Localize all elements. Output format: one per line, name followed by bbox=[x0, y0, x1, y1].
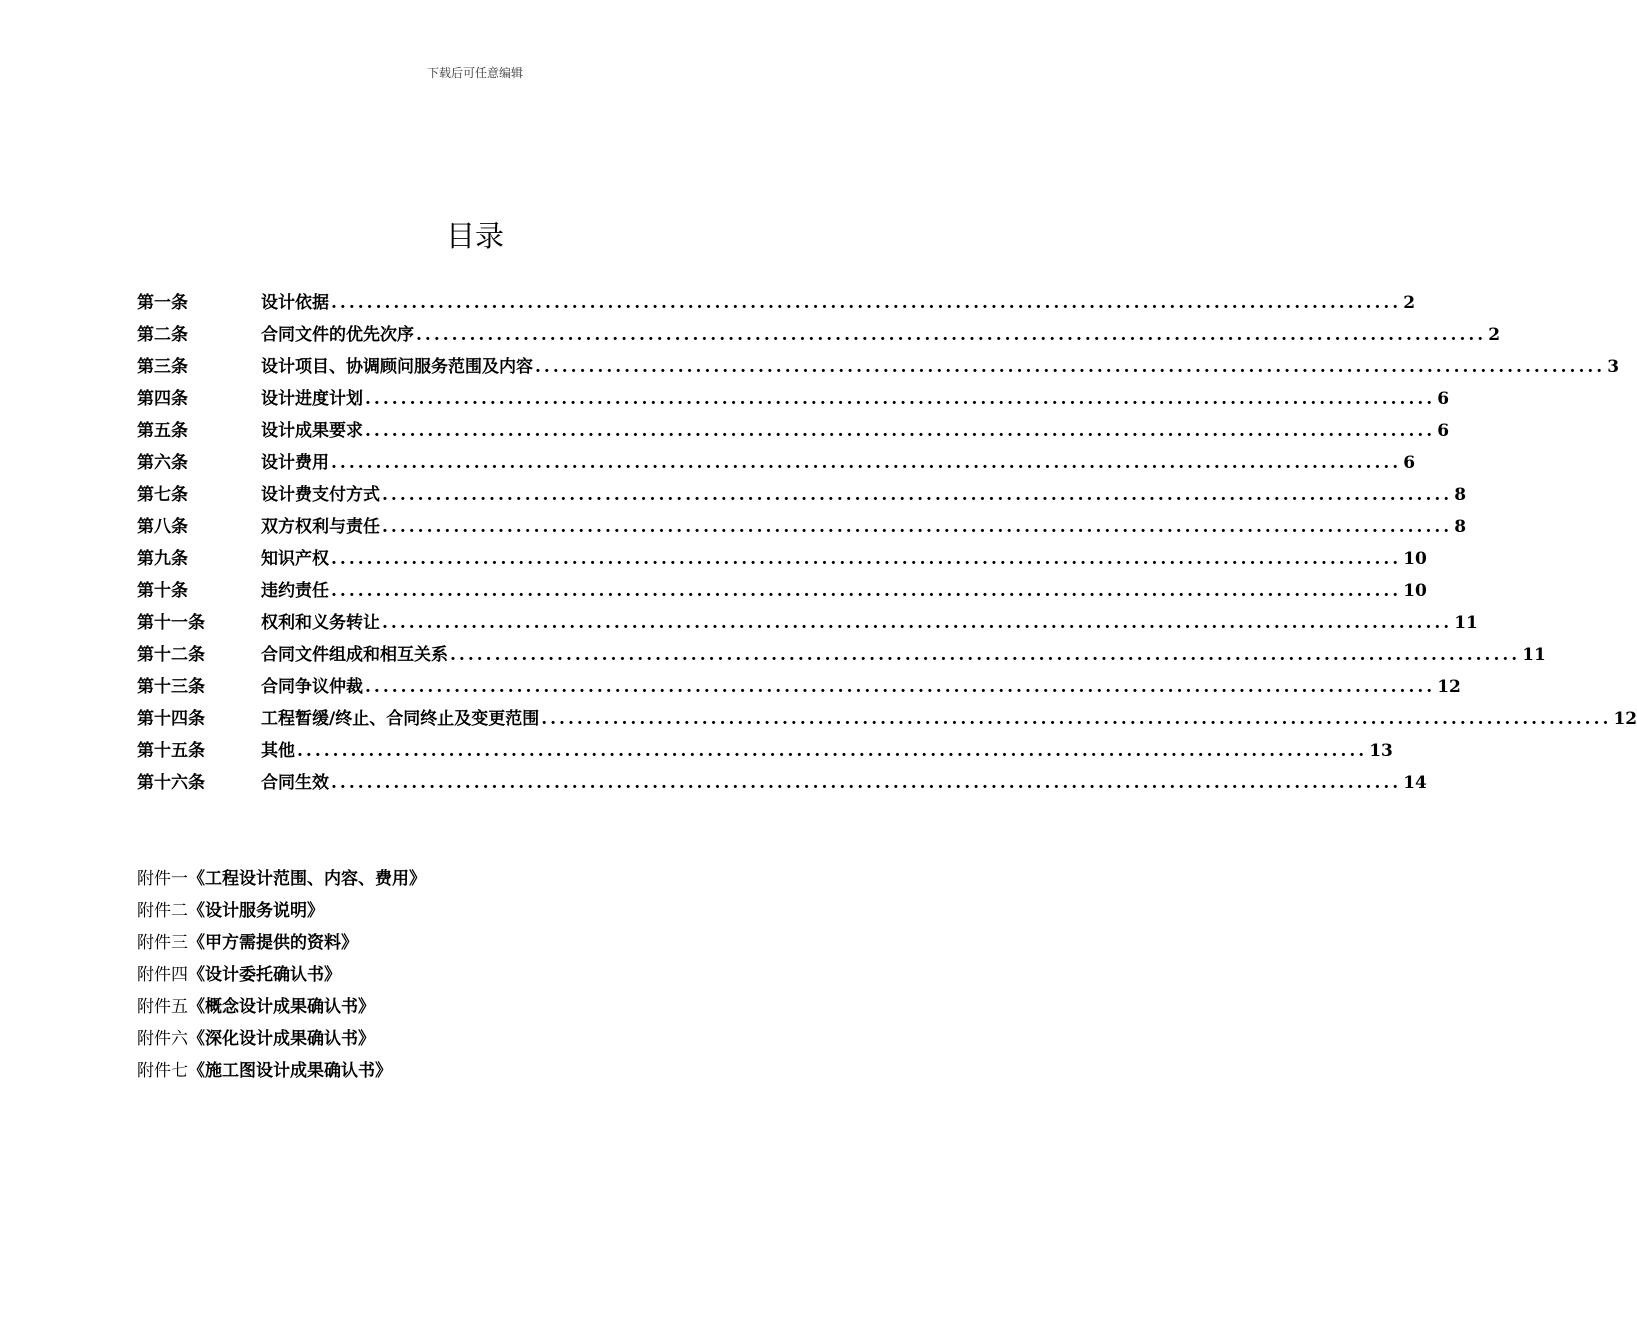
toc-entry[interactable] bbox=[137, 448, 1416, 480]
toc-entry-number: 第十三条 bbox=[137, 677, 205, 697]
toc-entry-page: 11 bbox=[1522, 645, 1546, 665]
toc-leader-dots: ........................................................................................................................ bbox=[382, 485, 1453, 505]
toc-entry-label: 违约责任 bbox=[261, 581, 329, 601]
toc-entry[interactable] bbox=[137, 416, 1450, 448]
appendix-entry[interactable] bbox=[137, 896, 426, 928]
toc-entry-label: 权利和义务转让 bbox=[261, 613, 380, 633]
toc-entry-label: 设计费支付方式 bbox=[261, 485, 380, 505]
toc-entry-label: 合同文件组成和相互关系 bbox=[261, 645, 448, 665]
toc-entry-number: 第十条 bbox=[137, 581, 188, 601]
toc-entry-page: 14 bbox=[1403, 773, 1427, 793]
toc-leader-dots: ........................................................................................................................ bbox=[331, 581, 1402, 601]
toc-entry-label: 其他 bbox=[261, 741, 295, 761]
appendix-prefix: 附件六 bbox=[137, 1029, 188, 1049]
toc-entry-page: 12 bbox=[1613, 709, 1637, 729]
toc-entry-number: 第一条 bbox=[137, 293, 188, 313]
toc-entry-page: 13 bbox=[1369, 741, 1393, 761]
appendix-entry[interactable] bbox=[137, 960, 426, 992]
appendix-title: 《概念设计成果确认书》 bbox=[188, 997, 375, 1017]
toc-entry-label: 设计成果要求 bbox=[261, 421, 363, 441]
toc-entry[interactable] bbox=[137, 576, 1427, 608]
toc-leader-dots: ........................................................................................................................ bbox=[365, 389, 1436, 409]
toc-entry[interactable] bbox=[137, 320, 1501, 352]
toc-entry-number: 第六条 bbox=[137, 453, 188, 473]
appendix-title: 《设计服务说明》 bbox=[188, 901, 324, 921]
toc-entry-page: 2 bbox=[1488, 325, 1501, 345]
toc-entry[interactable] bbox=[137, 384, 1450, 416]
toc-entry-label: 双方权利与责任 bbox=[261, 517, 380, 537]
toc-leader-dots: ........................................................................................................................ bbox=[365, 677, 1436, 697]
appendix-entry[interactable] bbox=[137, 864, 426, 896]
toc-entry[interactable] bbox=[137, 736, 1393, 768]
toc-entry-page: 3 bbox=[1607, 357, 1620, 377]
toc-entry-number: 第四条 bbox=[137, 389, 188, 409]
toc-entry-number: 第五条 bbox=[137, 421, 188, 441]
toc-entry[interactable] bbox=[137, 672, 1461, 704]
toc-entry[interactable] bbox=[137, 608, 1478, 640]
toc-leader-dots: ........................................................................................................................ bbox=[331, 549, 1402, 569]
toc-leader-dots: ........................................................................................................................ bbox=[382, 613, 1453, 633]
appendix-title: 《深化设计成果确认书》 bbox=[188, 1029, 375, 1049]
toc-leader-dots: ........................................................................................................................ bbox=[331, 293, 1402, 313]
toc-entry-number: 第十一条 bbox=[137, 613, 205, 633]
toc-entry-label: 工程暂缓/终止、合同终止及变更范围 bbox=[261, 709, 540, 729]
toc-entry-page: 6 bbox=[1403, 453, 1416, 473]
appendix-entry[interactable] bbox=[137, 1024, 426, 1056]
toc-entry-number: 第十六条 bbox=[137, 773, 205, 793]
toc-entry-page: 11 bbox=[1454, 613, 1478, 633]
toc-entry-label: 合同文件的优先次序 bbox=[261, 325, 414, 345]
toc-entry-number: 第七条 bbox=[137, 485, 188, 505]
toc-entry[interactable] bbox=[137, 768, 1427, 800]
toc-leader-dots: ........................................................................................................................ bbox=[416, 325, 1487, 345]
appendix-title: 《施工图设计成果确认书》 bbox=[188, 1061, 392, 1081]
appendix-prefix: 附件七 bbox=[137, 1061, 188, 1081]
toc-entry-page: 2 bbox=[1403, 293, 1416, 313]
toc-leader-dots: ........................................................................................................................ bbox=[450, 645, 1521, 665]
toc-entry[interactable] bbox=[137, 544, 1427, 576]
toc-entry[interactable] bbox=[137, 288, 1416, 320]
toc-entry-label: 设计依据 bbox=[261, 293, 329, 313]
toc-entry-label: 合同生效 bbox=[261, 773, 329, 793]
toc-title: 目录 bbox=[445, 219, 504, 253]
toc-entry-label: 设计项目、协调顾问服务范围及内容 bbox=[261, 357, 533, 377]
toc-entry-number: 第八条 bbox=[137, 517, 188, 537]
toc-leader-dots: ........................................................................................................................ bbox=[331, 453, 1402, 473]
toc-entry-number: 第十二条 bbox=[137, 645, 205, 665]
toc-entry-page: 8 bbox=[1454, 485, 1467, 505]
appendix-prefix: 附件二 bbox=[137, 901, 188, 921]
toc-entry-number: 第十四条 bbox=[137, 709, 205, 729]
appendix-title: 《工程设计范围、内容、费用》 bbox=[188, 869, 426, 889]
appendix-prefix: 附件三 bbox=[137, 933, 188, 953]
toc-entry-label: 设计进度计划 bbox=[261, 389, 363, 409]
header-note: 下载后可任意编辑 bbox=[426, 66, 523, 80]
appendix-prefix: 附件一 bbox=[137, 869, 188, 889]
toc-entry-label: 合同争议仲裁 bbox=[261, 677, 363, 697]
appendix-prefix: 附件四 bbox=[137, 965, 188, 985]
appendix-entry[interactable] bbox=[137, 992, 426, 1024]
toc-entry-label: 设计费用 bbox=[261, 453, 329, 473]
appendix-title: 《甲方需提供的资料》 bbox=[188, 933, 358, 953]
toc-entry-number: 第九条 bbox=[137, 549, 188, 569]
toc-entry-page: 10 bbox=[1403, 549, 1427, 569]
toc-leader-dots: ........................................................................................................................ bbox=[535, 357, 1606, 377]
toc-entry[interactable] bbox=[137, 480, 1467, 512]
toc-entry-page: 6 bbox=[1437, 389, 1450, 409]
toc-entry-label: 知识产权 bbox=[261, 549, 329, 569]
toc-entry-page: 12 bbox=[1437, 677, 1461, 697]
appendix-title: 《设计委托确认书》 bbox=[188, 965, 341, 985]
toc-entry-page: 10 bbox=[1403, 581, 1427, 601]
toc-leader-dots: ........................................................................................................................ bbox=[382, 517, 1453, 537]
toc-list bbox=[137, 288, 1637, 800]
toc-entry-number: 第十五条 bbox=[137, 741, 205, 761]
toc-entry-page: 6 bbox=[1437, 421, 1450, 441]
toc-entry[interactable] bbox=[137, 352, 1620, 384]
toc-leader-dots: ........................................................................................................................ bbox=[365, 421, 1436, 441]
appendix-entry[interactable] bbox=[137, 1056, 426, 1088]
appendix-list bbox=[137, 864, 426, 1088]
toc-entry[interactable] bbox=[137, 640, 1546, 672]
toc-entry[interactable] bbox=[137, 704, 1637, 736]
toc-entry-number: 第三条 bbox=[137, 357, 188, 377]
toc-leader-dots: ........................................................................................................................ bbox=[541, 709, 1612, 729]
toc-entry[interactable] bbox=[137, 512, 1467, 544]
appendix-prefix: 附件五 bbox=[137, 997, 188, 1017]
toc-entry-number: 第二条 bbox=[137, 325, 188, 345]
appendix-entry[interactable] bbox=[137, 928, 426, 960]
toc-entry-page: 8 bbox=[1454, 517, 1467, 537]
toc-leader-dots: ........................................................................................................................ bbox=[297, 741, 1368, 761]
toc-leader-dots: ........................................................................................................................ bbox=[331, 773, 1402, 793]
